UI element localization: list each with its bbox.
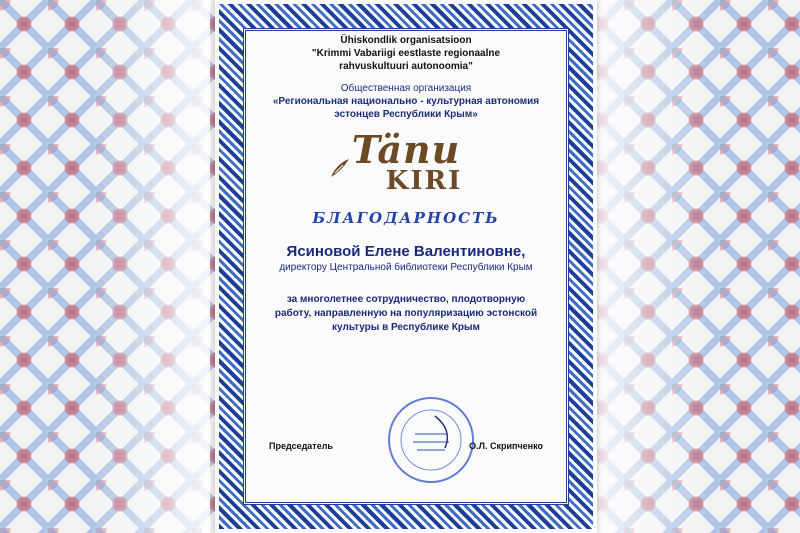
heading-gratitude: БЛАГОДАРНОСТЬ xyxy=(312,209,500,227)
certificate xyxy=(215,0,597,533)
reason-line3: культуры в Республике Крым xyxy=(332,322,480,333)
org-ru-line1: Общественная организация xyxy=(340,83,472,94)
signature-row xyxy=(255,436,557,456)
background-fade-right xyxy=(590,0,710,533)
org-et-line2: "Krimmi Vabariigi eestlaste regionaalne xyxy=(311,48,501,59)
leaf-ornament-icon xyxy=(329,157,351,179)
org-ru-line3: эстонцев Республики Крым» xyxy=(334,109,478,120)
org-ru-line2: «Региональная национально - культурная автономия xyxy=(272,96,540,107)
organization-estonian xyxy=(255,34,557,73)
reason-line1: за многолетнее сотрудничество, плодотворную xyxy=(286,294,526,305)
certificate-content xyxy=(255,34,557,513)
organization-russian xyxy=(255,82,557,121)
org-et-line3: rahvuskultuuri autonoomia" xyxy=(339,61,473,72)
background-fade-left xyxy=(90,0,210,533)
signature-name: О.Л. Скрипченко xyxy=(469,441,543,451)
org-et-line1: Ühiskondlik organisatsioon xyxy=(340,35,472,46)
title-et-top: Tänu xyxy=(351,127,461,172)
signature-title: Председатель xyxy=(269,441,333,451)
reason-line2: работу, направленную на популяризацию эстонской xyxy=(274,308,538,319)
gratitude-reason xyxy=(255,293,557,335)
title-estonian xyxy=(255,127,557,196)
recipient-name: Ясиновой Елене Валентиновне, xyxy=(286,243,526,260)
recipient-position: директору Центральной библиотеки Республики Крым xyxy=(279,262,533,273)
title-et-bottom: KIRI xyxy=(385,166,463,196)
